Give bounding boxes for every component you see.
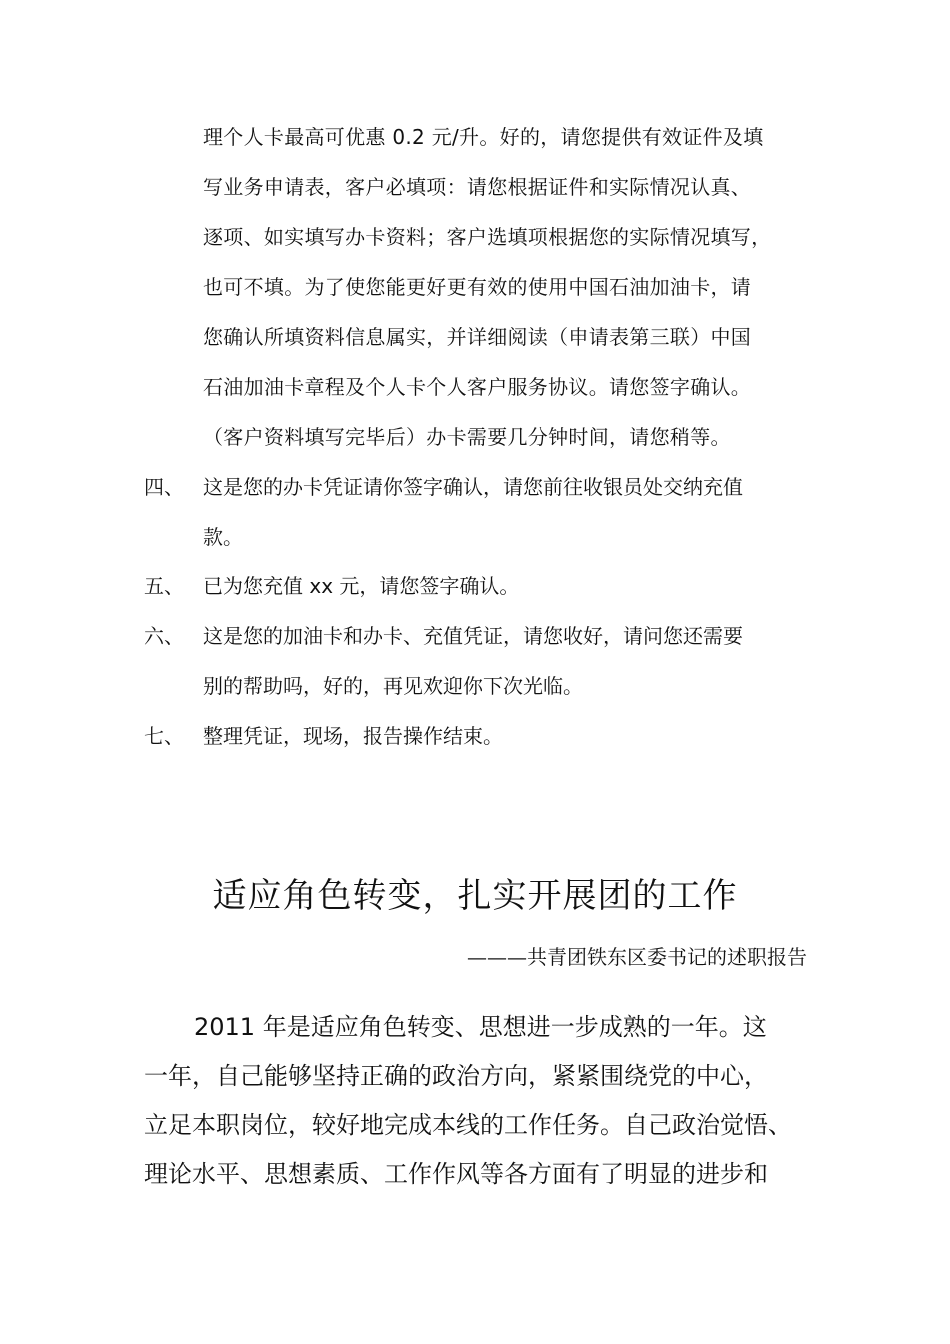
body-line: 一年，自己能够坚持正确的政治方向，紧紧围绕党的中心， — [144, 1062, 768, 1090]
list-item-text — [203, 611, 807, 711]
body-line: 理论水平、思想素质、工作作风等各方面有了明显的进步和 — [144, 1160, 768, 1188]
report-subtitle: ———共青团铁东区委书记的述职报告 — [467, 945, 807, 969]
report-title: 适应角色转变，扎实开展团的工作 — [212, 876, 738, 916]
list-item-line: 整理凭证，现场，报告操作结束。 — [203, 724, 503, 748]
paragraph-line: 您确认所填资料信息属实，并详细阅读（申请表第三联）中国 — [203, 325, 752, 349]
body-line: 立足本职岗位，较好地完成本线的工作任务。自己政治觉悟、 — [144, 1111, 792, 1139]
list-item-line: 这是您的加油卡和办卡、充值凭证，请您收好，请问您还需要 — [203, 624, 743, 648]
paragraph-line: 逐项、如实填写办卡资料；客户选填项根据您的实际情况填写， — [203, 225, 772, 249]
list-item-text — [203, 462, 807, 562]
list-item-line: 这是您的办卡凭证请你签字确认，请您前往收银员处交纳充值 — [203, 475, 743, 499]
body-line: 2011 年是适应角色转变、思想进一步成熟的一年。这 — [194, 1013, 767, 1041]
paragraph-line: 也可不填。为了使您能更好更有效的使用中国石油加油卡，请 — [203, 275, 752, 299]
list-item-text — [203, 561, 807, 611]
paragraph-line: （客户资料填写完毕后）办卡需要几分钟时间，请您稍等。 — [203, 425, 731, 449]
list-item-number: 七、 — [144, 724, 184, 748]
report-body — [144, 1003, 809, 1199]
list-item-number: 五、 — [144, 574, 184, 598]
paragraph-line: 写业务申请表，客户必填项：请您根据证件和实际情况认真、 — [203, 175, 752, 199]
list-item-line: 款。 — [203, 525, 243, 549]
paragraph-line: 理个人卡最高可优惠 0.2 元/升。好的，请您提供有效证件及填 — [203, 125, 764, 149]
list-item-line: 已为您充值 xx 元，请您签字确认。 — [203, 574, 520, 598]
list-item-text — [203, 711, 807, 761]
continuation-paragraph — [203, 112, 807, 462]
paragraph-line: 石油加油卡章程及个人卡个人客户服务协议。请您签字确认。 — [203, 375, 752, 399]
list-item-number: 六、 — [144, 624, 184, 648]
list-item-number: 四、 — [144, 475, 184, 499]
list-item-line: 别的帮助吗，好的，再见欢迎你下次光临。 — [203, 674, 583, 698]
